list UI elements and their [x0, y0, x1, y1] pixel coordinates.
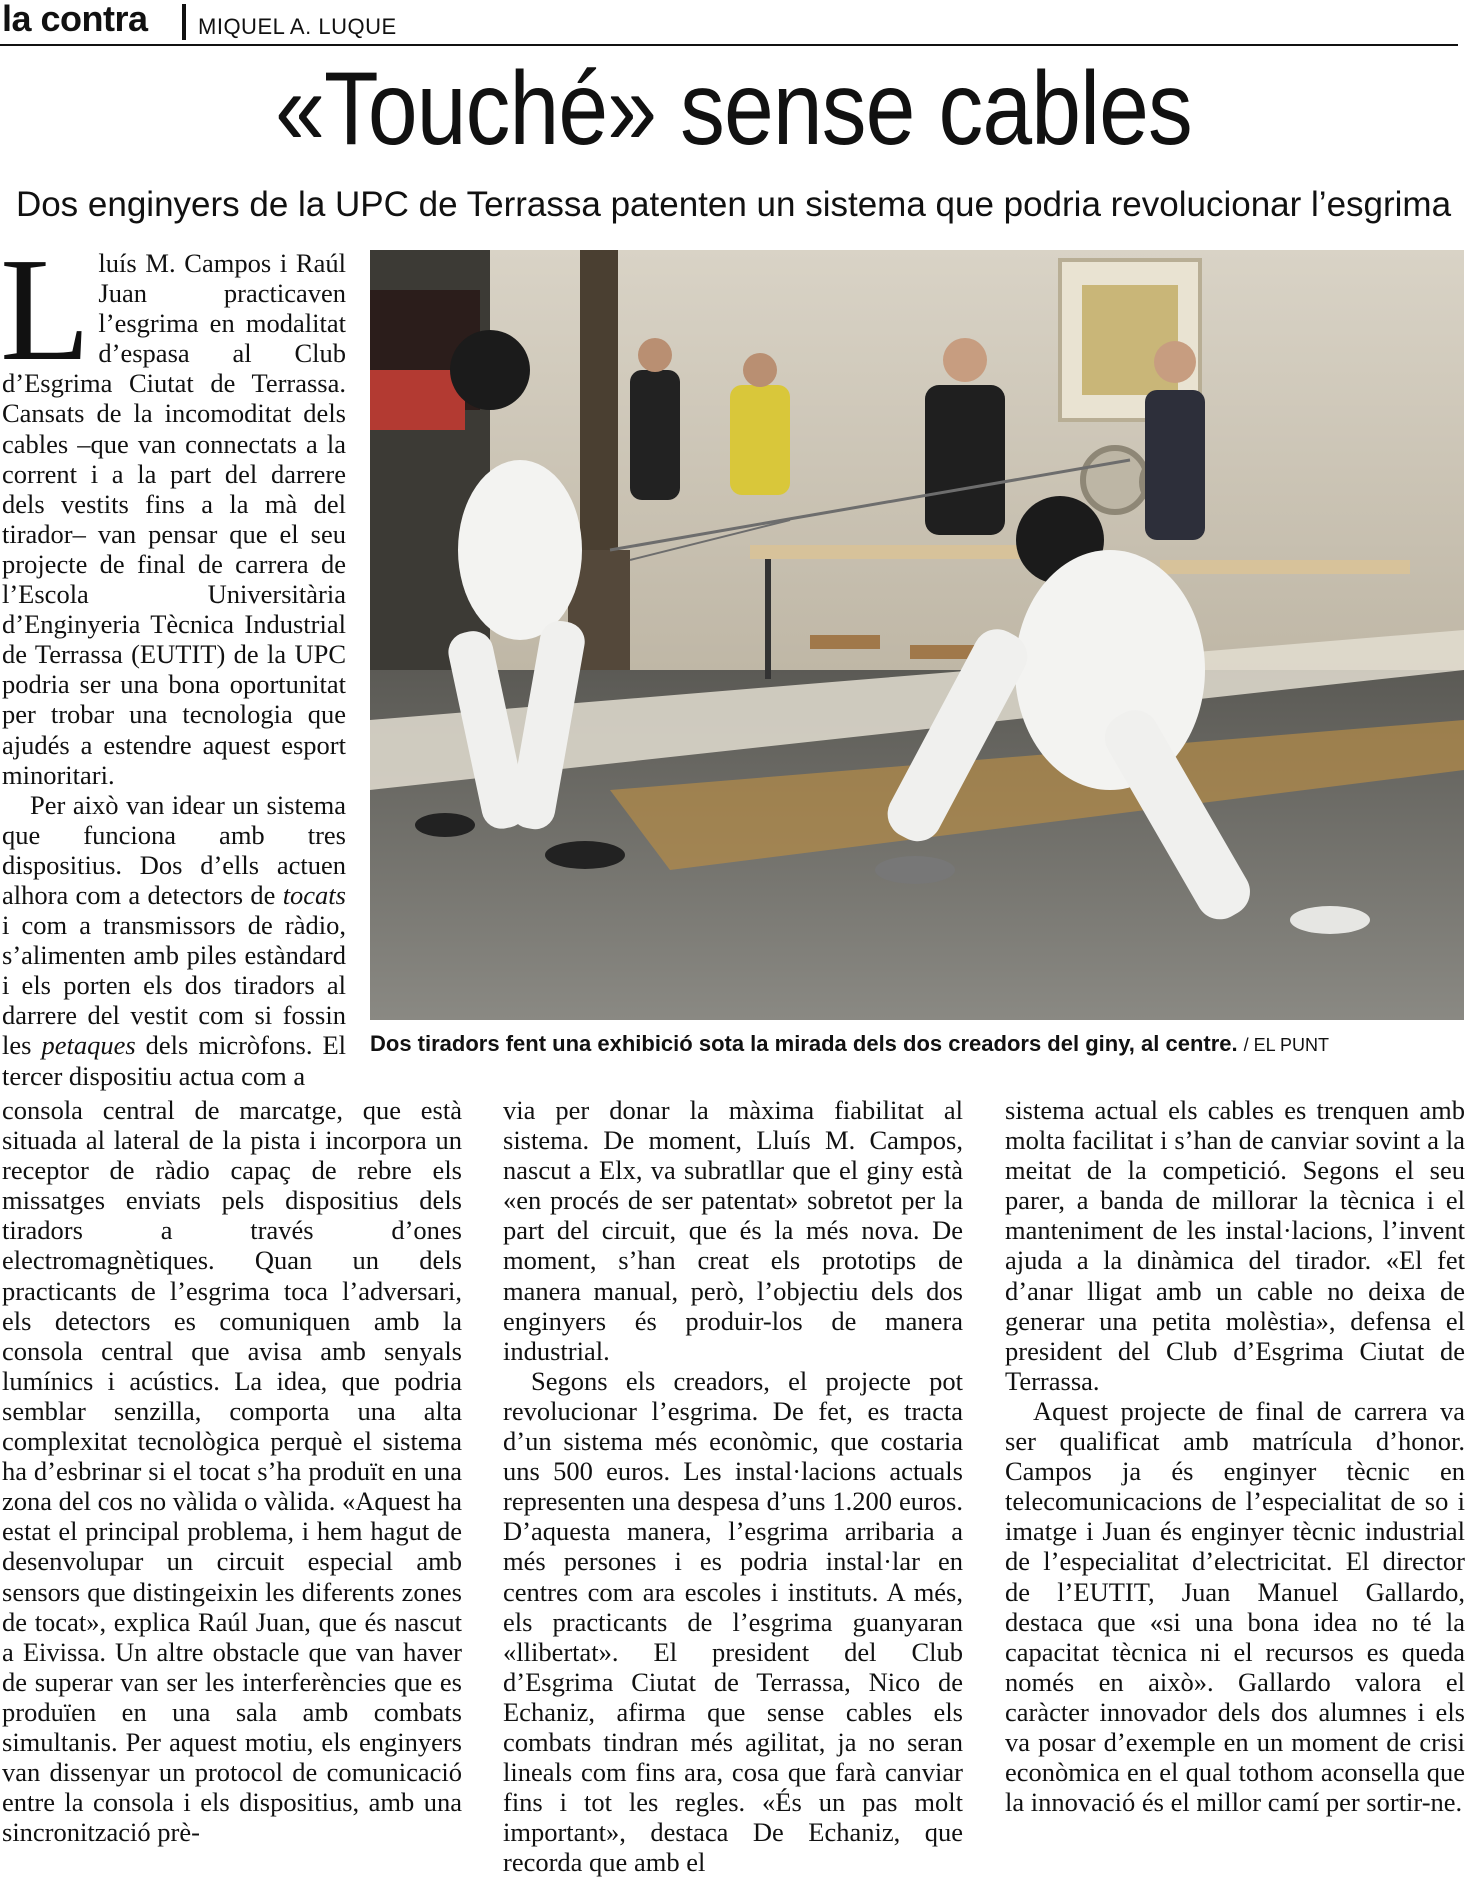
author-byline: MIQUEL A. LUQUE	[198, 14, 397, 39]
article-column-1-bottom	[2, 1095, 462, 1847]
article-paragraph: sistema actual els cables es trenquen amb molta facilitat i s’han de canviar sovint a la meitat de la competició. Segons el seu parer, a banda de millorar la tècnica i el manteniment de les instal·lacions, l’invent ajuda a la dinàmica del tirador. «El fet d’anar lligat amb un cable no deixa de generar una petita molèstia», defensa el president del Club d’Esgrima Ciutat de Terrassa.	[1005, 1095, 1465, 1396]
paragraph-text: i com a transmissors de ràdio, s’alimenten amb piles estàndard i els porten els dos tiradors al darrere del vestit com si fossin les	[2, 910, 346, 1061]
article-paragraph: Aquest projecte de final de carrera va ser qualificat amb matrícula d’honor. Campos ja és enginyer tècnic en telecomunicacions de l’especialitat de so i imatge i Juan és enginyer tècnic industrial de l’especialitat d’electricitat. El director de l’EUTIT, Juan Manuel Gallardo, destaca que «si una bona idea no té la capacitat tècnica ni el recursos es queda només en això». Gallardo valora el caràcter innovador dels dos alumnes i els va posar d’exemple en un moment de crisi econòmica en el qual tothom aconsella que la innovació és el millor camí per sortir-ne.	[1005, 1395, 1465, 1818]
article-column-3	[1005, 1095, 1465, 1817]
paragraph-text: dels micròfons. El tercer dispositiu actua com a	[2, 1030, 347, 1091]
headline: «Touché» sense cables	[275, 51, 1192, 167]
article-paragraph: via per donar la màxima fiabilitat al sistema. De moment, Lluís M. Campos, nascut a Elx, va subratllar que el giny està «en procés de ser patentat» sobretot per la part del circuit, que és la més nova. De moment, s’han creat els prototips de manera manual, però, l’objectiu dels dos enginyers és produir-los de manera industrial.	[503, 1095, 963, 1366]
italic-term: tocats	[282, 879, 346, 910]
fencing-photo	[370, 250, 1464, 1020]
paragraph-text: Per això van idear un sistema que funciona amb tres dispositius. Dos d’ells actuen alhora com a detectors de	[2, 789, 346, 910]
italic-term: petaques	[41, 1030, 136, 1061]
drop-cap: L	[0, 228, 91, 392]
article-paragraph: Segons els creadors, el projecte pot revolucionar l’esgrima. De fet, es tracta d’un sistema més econòmic, que costaria uns 500 euros. Les instal·lacions actuals representen una despesa d’uns 1.200 euros. D’aquesta manera, l’esgrima arribaria a més persones i es podria instal·lar en centres com ara escoles i instituts. A més, els practicants de l’esgrima guanyaran «llibertat». El president del Club d’Esgrima Ciutat de Terrassa, Nico de Echaniz, afirma que sense cables els combats tindran més agilitat, ja no seran lineals com fins ara, cosa que farà canviar fins i tot les regles. «És un pas molt important», destaca De Echaniz, que recorda que amb el	[503, 1365, 963, 1877]
fencing-photo-illustration	[370, 250, 1464, 1020]
article-paragraph	[2, 790, 346, 1091]
paragraph-text: luís M. Campos i Raúl Juan practicaven l’esgrima en modalitat d’espasa al Club d’Esgrima Ciutat de Terrassa. Cansats de la incomoditat dels cables –que van connectats a la corrent i a la part del darrere dels vestits fins a la mà del tirador– van pensar que el seu projecte de final de carrera de l’Escola Universitària d’Enginyeria Tècnica Industrial de Terrassa (EUTIT) de la UPC podria ser una bona oportunitat per trobar una tecnologia que ajudés a estendre aquest esport minoritari.	[2, 248, 346, 790]
article-column-2	[503, 1095, 963, 1877]
article-paragraph	[0, 228, 346, 790]
section-name: la contra	[2, 0, 148, 39]
article-column-1-top	[0, 228, 347, 1091]
subheadline: Dos enginyers de la UPC de Terrassa patenten un sistema que podria revolucionar l’esgrima	[15, 185, 1452, 224]
article-paragraph: consola central de marcatge, que està situada al lateral de la pista i incorpora un receptor de ràdio capaç de rebre els missatges enviats pels dispositius dels tiradors a través d’ones electromagnètiques. Quan un dels practicants de l’esgrima toca l’adversari, els detectors es comuniquen amb la consola central que avisa amb senyals lumínics i acústics. La idea, que podria semblar senzilla, comporta una alta complexitat tecnològica perquè el sistema ha d’esbrinar si el tocat s’ha produït en una zona del cos no vàlida o vàlida. «Aquest ha estat el principal problema, i hem hagut de desenvolupar un circuit especial amb sensors que distingeixin les diferents zones de tocat», explica Raúl Juan, que és nascut a Eivissa. Un altre obstacle que van haver de superar van ser les interferències que es produïen en una sala amb combats simultanis. Per aquest motiu, els enginyers van dissenyar un protocol de comunicació entre la consola i els dispositius, amb una sincronització prè-	[2, 1095, 462, 1848]
caption-text: Dos tiradors fent una exhibició sota la mirada dels dos creadors del giny, al centre.	[370, 1031, 1238, 1056]
section-divider	[182, 4, 186, 40]
section-header	[0, 0, 1458, 46]
photo-caption	[370, 1031, 1464, 1057]
photo-credit: / EL PUNT	[1243, 1035, 1329, 1055]
